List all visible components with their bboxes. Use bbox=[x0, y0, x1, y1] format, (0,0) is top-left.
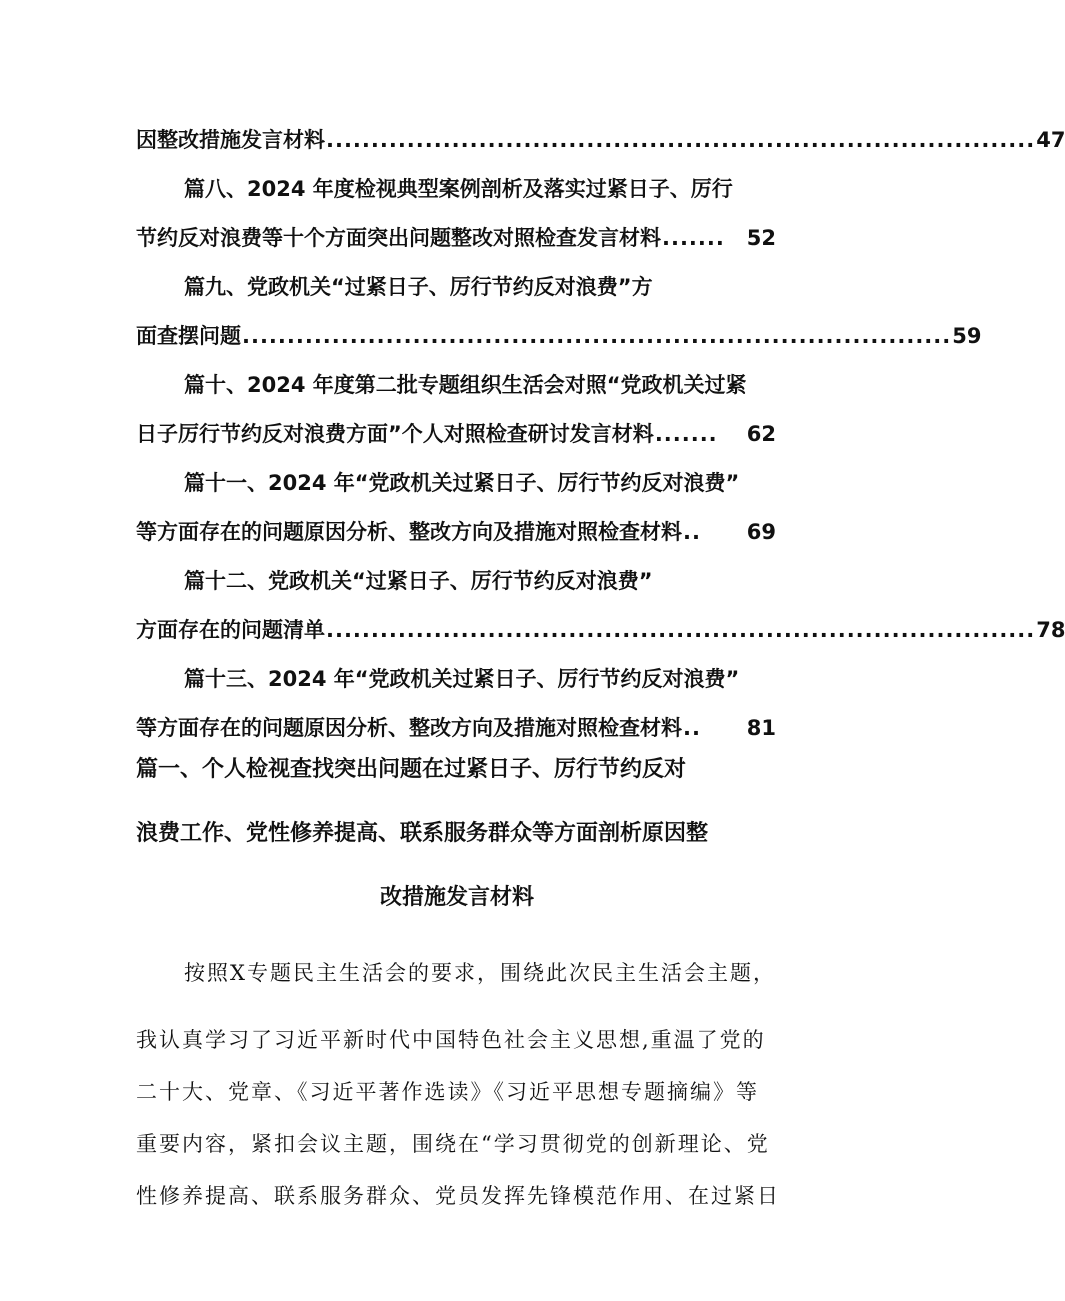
toc-entry-text: 方面存在的问题清单 bbox=[136, 618, 325, 642]
toc-page-number: 62 bbox=[746, 422, 776, 446]
toc-entry[interactable] bbox=[184, 370, 794, 400]
toc-leader-dots: ............................................................................... bbox=[326, 618, 1036, 642]
toc-entry[interactable] bbox=[184, 468, 794, 498]
toc-entry-text: 篇十二、党政机关“过紧日子、厉行节约反对浪费” bbox=[184, 569, 653, 593]
toc-entry-text: 等方面存在的问题原因分析、整改方向及措施对照检查材料 bbox=[136, 716, 682, 740]
toc-entry-continuation[interactable] bbox=[136, 615, 1065, 645]
toc-page-number: 81 bbox=[746, 716, 776, 740]
toc-page-number: 52 bbox=[746, 226, 776, 250]
toc-entry-text: 篇九、党政机关“过紧日子、厉行节约反对浪费”方 bbox=[184, 275, 653, 299]
toc-leader-dots: ....... bbox=[654, 422, 718, 446]
body-text-line: 性修养提高、联系服务群众、党员发挥先锋模范作用、在过紧日 bbox=[136, 1184, 780, 1208]
toc-entry-continuation[interactable] bbox=[136, 419, 776, 449]
body-text-line: 二十大、党章、《习近平著作选读》《习近平思想专题摘编》等 bbox=[136, 1080, 759, 1104]
body-text-line: 按照X专题民主生活会的要求，围绕此次民主生活会主题， bbox=[184, 961, 776, 985]
toc-entry-continuation[interactable] bbox=[136, 223, 776, 253]
toc-leader-dots: .. bbox=[683, 716, 701, 740]
toc-page-number: 47 bbox=[1036, 128, 1065, 152]
toc-page-number: 69 bbox=[746, 520, 776, 544]
toc-entry[interactable] bbox=[136, 125, 1065, 155]
toc-entry-text: 篇十一、2024 年“党政机关过紧日子、厉行节约反对浪费” bbox=[184, 471, 740, 495]
toc-leader-dots: ............................................................................... bbox=[242, 324, 952, 348]
section-heading-line: 浪费工作、党性修养提高、联系服务群众等方面剖析原因整 bbox=[136, 821, 709, 846]
toc-page-number: 78 bbox=[1036, 618, 1065, 642]
toc-leader-dots: .. bbox=[683, 520, 701, 544]
toc-entry-text: 篇十、2024 年度第二批专题组织生活会对照“党政机关过紧 bbox=[184, 373, 747, 397]
section-heading-line: 篇一、个人检视查找突出问题在过紧日子、厉行节约反对 bbox=[136, 757, 687, 782]
toc-entry-text: 因整改措施发言材料 bbox=[136, 128, 325, 152]
toc-entry-text: 等方面存在的问题原因分析、整改方向及措施对照检查材料 bbox=[136, 520, 682, 544]
toc-entry-text: 节约反对浪费等十个方面突出问题整改对照检查发言材料 bbox=[136, 226, 661, 250]
toc-entry-text: 日子厉行节约反对浪费方面”个人对照检查研讨发言材料 bbox=[136, 422, 654, 446]
section-heading-line: 改措施发言材料 bbox=[380, 885, 535, 910]
toc-entry[interactable] bbox=[184, 664, 794, 694]
toc-entry[interactable] bbox=[184, 174, 794, 204]
body-text-line: 重要内容，紧扣会议主题，围绕在“学习贯彻党的创新理论、党 bbox=[136, 1132, 770, 1156]
toc-entry[interactable] bbox=[184, 566, 724, 596]
toc-page-number: 59 bbox=[952, 324, 982, 348]
toc-entry-text: 篇八、2024 年度检视典型案例剖析及落实过紧日子、厉行 bbox=[184, 177, 733, 201]
toc-entry-continuation[interactable] bbox=[136, 321, 982, 351]
toc-entry-continuation[interactable] bbox=[136, 517, 776, 547]
body-text-line: 我认真学习了习近平新时代中国特色社会主义思想,重温了党的 bbox=[136, 1028, 766, 1052]
toc-entry-text: 篇十三、2024 年“党政机关过紧日子、厉行节约反对浪费” bbox=[184, 667, 740, 691]
toc-leader-dots: ....... bbox=[662, 226, 725, 250]
toc-entry[interactable] bbox=[184, 272, 724, 302]
toc-entry-text: 面查摆问题 bbox=[136, 324, 241, 348]
toc-leader-dots: ............................................................................... bbox=[326, 128, 1036, 152]
toc-entry-continuation[interactable] bbox=[136, 713, 776, 743]
